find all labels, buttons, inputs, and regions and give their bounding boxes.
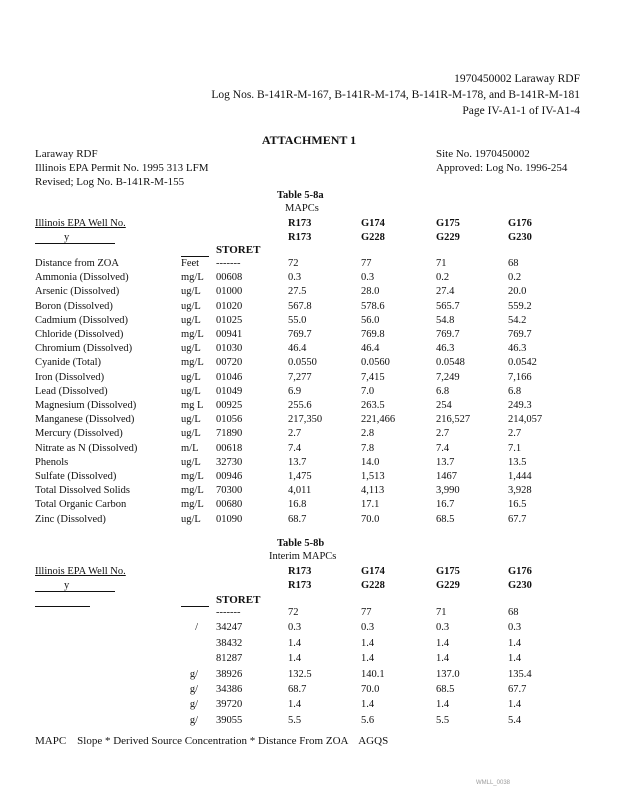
table-b-well-top-1: R173 [288,566,312,577]
row-value-2: 7,415 [361,371,385,383]
row-value-4: 5.4 [508,714,522,726]
row-value-1: 55.0 [288,314,307,326]
row-value-4: 7,166 [508,371,532,383]
row-value-2: 46.4 [361,343,380,355]
row-value-2: 769.8 [361,329,385,340]
row-unit: ug/L [181,371,201,383]
row-value-3: 71 [436,607,447,618]
row-unit: ug/L [181,343,201,355]
row-value-4: 0.3 [508,622,522,634]
row-unit: mg/L [181,499,204,511]
table-a-well-top-3: G175 [436,218,460,229]
row-unit: ug/L [181,414,201,426]
row-value-3: 0.2 [436,272,450,284]
approved-log: Approved: Log No. 1996-254 [436,162,568,174]
row-storet: ------- [216,258,241,269]
row-value-4: 3,928 [508,485,532,497]
row-value-2: 77 [361,258,372,269]
table-a-y-underline [35,243,115,244]
row-storet: 71890 [216,428,243,440]
row-name: Distance from ZOA [35,258,119,269]
table-a-well-top-4: G176 [508,218,532,229]
row-value-3: 46.3 [436,343,455,355]
row-storet: 01020 [216,300,243,312]
row-value-3: 7.4 [436,442,450,454]
row-value-4: 2.7 [508,428,522,440]
table-a-well-bottom-3: G229 [436,232,460,243]
table-b-y-underline [35,591,115,592]
row-value-4: 135.4 [508,668,532,680]
table-row [0,399,618,413]
row-storet: ------- [216,607,241,618]
table-b-well-bottom-1: R173 [288,580,312,591]
row-storet: 00618 [216,442,243,454]
row-unit: g/ [189,699,198,711]
table-b-well-bottom-2: G228 [361,580,385,591]
row-value-4: 7.1 [508,442,522,454]
row-name: Lead (Dissolved) [35,385,108,397]
row-value-1: 7.4 [288,442,302,454]
table-row [0,385,618,399]
row-unit: g/ [189,668,198,680]
table-row [0,498,618,512]
row-value-2: 1.4 [361,637,375,649]
row-value-3: 7,249 [436,371,460,383]
row-value-1: 4,011 [288,485,312,497]
row-name: Sulfate (Dissolved) [35,471,117,482]
row-value-4: 1.4 [508,699,522,711]
row-unit: ug/L [181,385,201,397]
table-b-well-bottom-3: G229 [436,580,460,591]
row-storet: 01056 [216,414,243,426]
row-value-1: 72 [288,258,299,269]
table-row [0,606,618,620]
row-value-1: 13.7 [288,456,307,468]
revised-log: Revised; Log No. B-141R-M-155 [35,176,185,188]
row-value-1: 1.4 [288,699,302,711]
row-value-2: 17.1 [361,499,380,511]
table-a-title: Table 5-8a [277,190,324,201]
table-b-well-top-3: G175 [436,566,460,577]
table-row [0,484,618,498]
header-log-numbers: Log Nos. B-141R-M-167, B-141R-M-174, B-141R-M-178, and B-141R-M-181 [211,89,580,101]
row-unit: g/ [189,714,198,726]
row-value-4: 249.3 [508,400,532,411]
row-value-3: 68.5 [436,513,455,525]
table-a-well-top-1: R173 [288,218,312,229]
row-storet: 34386 [216,684,243,695]
row-storet: 01049 [216,385,243,397]
row-unit: mg/L [181,329,204,340]
row-value-4: 20.0 [508,286,527,298]
table-row [0,637,618,651]
row-value-3: 13.7 [436,456,455,468]
row-value-2: 77 [361,607,372,618]
row-unit: ug/L [181,456,201,468]
row-unit: mg/L [181,357,204,369]
row-value-2: 1.4 [361,699,375,711]
row-value-3: 1.4 [436,699,450,711]
row-value-4: 54.2 [508,314,527,326]
row-storet: 00720 [216,357,243,369]
row-value-3: 5.5 [436,714,450,726]
row-value-3: 3,990 [436,485,460,497]
row-value-4: 16.5 [508,499,527,511]
row-storet: 01030 [216,343,243,355]
row-storet: 00941 [216,329,243,340]
table-row [0,714,618,728]
row-unit: ug/L [181,513,201,525]
row-value-2: 0.3 [361,272,375,284]
row-value-2: 70.0 [361,513,380,525]
table-row [0,668,618,682]
row-value-1: 5.5 [288,714,302,726]
row-name: Arsenic (Dissolved) [35,286,120,298]
row-value-3: 1.4 [436,653,450,665]
row-name: Chromium (Dissolved) [35,343,133,355]
row-value-4: 214,057 [508,414,543,426]
row-value-4: 0.2 [508,272,522,284]
header-page-number: Page IV-A1-1 of IV-A1-4 [462,105,580,117]
row-storet: 00608 [216,272,243,284]
row-unit: mg L [181,400,204,411]
row-unit: mg/L [181,272,204,284]
row-storet: 32730 [216,456,243,468]
row-unit: mg/L [181,485,204,497]
table-b-well-label: Illinois EPA Well No. [35,566,126,577]
row-unit: g/ [189,684,198,695]
row-value-4: 1.4 [508,637,522,649]
row-value-2: 263.5 [361,400,385,411]
table-a-well-label: Illinois EPA Well No. [35,218,126,229]
header-site-line: 1970450002 Laraway RDF [454,73,580,85]
row-value-4: 6.8 [508,385,522,397]
permit-number: Illinois EPA Permit No. 1995 313 LFM [35,162,209,174]
table-b-title: Table 5-8b [277,538,325,549]
row-value-1: 2.7 [288,428,302,440]
table-a-subtitle: MAPCs [285,203,319,214]
row-storet: 34247 [216,622,243,634]
row-value-1: 0.0550 [288,357,317,369]
row-value-1: 72 [288,607,299,618]
row-value-3: 54.8 [436,314,455,326]
row-value-3: 68.5 [436,684,455,695]
row-value-1: 68.7 [288,513,307,525]
table-a-well-bottom-4: G230 [508,232,532,243]
row-name: Mercury (Dissolved) [35,428,123,440]
row-value-4: 68 [508,607,519,618]
row-value-2: 7.8 [361,442,375,454]
table-row [0,683,618,697]
row-value-4: 1,444 [508,471,532,482]
row-name: Cadmium (Dissolved) [35,314,129,326]
row-value-1: 255.6 [288,400,312,411]
row-value-1: 46.4 [288,343,307,355]
row-value-4: 0.0542 [508,357,537,369]
row-value-1: 217,350 [288,414,323,426]
row-value-1: 0.3 [288,272,302,284]
row-value-1: 769.7 [288,329,312,340]
row-name: Nitrate as N (Dissolved) [35,442,138,454]
site-name: Laraway RDF [35,148,98,160]
row-value-3: 565.7 [436,300,460,312]
table-b-well-top-4: G176 [508,566,532,577]
row-storet: 01046 [216,371,243,383]
table-row [0,371,618,385]
row-name: Magnesium (Dissolved) [35,400,137,411]
table-a-well-bottom-2: G228 [361,232,385,243]
row-unit: mg/L [181,471,204,482]
row-value-2: 0.3 [361,622,375,634]
row-value-2: 5.6 [361,714,375,726]
table-row [0,427,618,441]
table-row [0,513,618,527]
row-value-1: 16.8 [288,499,307,511]
row-value-3: 0.0548 [436,357,465,369]
table-row [0,314,618,328]
row-storet: 00680 [216,499,243,511]
row-value-3: 1467 [436,471,457,482]
row-value-1: 7,277 [288,371,312,383]
row-value-1: 132.5 [288,668,312,680]
table-row [0,257,618,271]
row-name: Chloride (Dissolved) [35,329,124,340]
row-value-2: 7.0 [361,385,375,397]
row-value-1: 0.3 [288,622,302,634]
row-value-3: 0.3 [436,622,450,634]
row-name: Phenols [35,456,69,468]
attachment-title: ATTACHMENT 1 [261,133,357,147]
row-name: Cyanide (Total) [35,357,102,369]
row-storet: 00925 [216,400,243,411]
row-value-1: 1.4 [288,653,302,665]
table-row [0,621,618,635]
row-value-2: 2.8 [361,428,375,440]
row-storet: 38926 [216,668,243,680]
row-name: Total Organic Carbon [35,499,127,511]
row-value-3: 1.4 [436,637,450,649]
row-value-2: 0.0560 [361,357,390,369]
row-value-1: 6.9 [288,385,302,397]
row-unit: m/L [181,442,199,454]
row-unit: ug/L [181,314,201,326]
row-value-1: 1,475 [288,471,312,482]
row-value-2: 56.0 [361,314,380,326]
row-name: Iron (Dissolved) [35,371,105,383]
table-b-y-label: y [64,580,70,591]
row-value-1: 68.7 [288,684,307,695]
table-b-well-bottom-4: G230 [508,580,532,591]
row-value-2: 1,513 [361,471,385,482]
site-number: Site No. 1970450002 [436,148,530,160]
row-value-3: 216,527 [436,414,471,426]
row-storet: 00946 [216,471,243,482]
table-row [0,328,618,342]
table-row [0,356,618,370]
row-value-2: 14.0 [361,456,380,468]
row-value-4: 1.4 [508,653,522,665]
table-a-storet-label: STORET [216,244,261,256]
row-name: Ammonia (Dissolved) [35,272,129,284]
table-a-well-top-2: G174 [361,218,385,229]
row-unit: ug/L [181,286,201,298]
row-value-4: 67.7 [508,684,527,695]
table-row [0,652,618,666]
row-value-3: 71 [436,258,447,269]
row-value-2: 140.1 [361,668,385,680]
row-unit: ug/L [181,300,201,312]
row-value-3: 27.4 [436,286,455,298]
row-storet: 39055 [216,714,243,726]
row-value-2: 70.0 [361,684,380,695]
row-value-2: 1.4 [361,653,375,665]
row-value-2: 28.0 [361,286,380,298]
table-a-well-bottom-1: R173 [288,232,312,243]
table-row [0,342,618,356]
row-value-3: 2.7 [436,428,450,440]
row-value-2: 4,113 [361,485,385,497]
row-value-4: 769.7 [508,329,532,340]
row-storet: 70300 [216,485,243,497]
row-value-4: 13.5 [508,456,527,468]
row-unit: / [195,622,198,634]
row-value-4: 68 [508,258,519,269]
table-b-storet-label: STORET [216,594,261,606]
table-b-well-top-2: G174 [361,566,385,577]
table-row [0,470,618,484]
row-value-3: 6.8 [436,385,450,397]
table-row [0,285,618,299]
row-value-4: 46.3 [508,343,527,355]
row-name: Boron (Dissolved) [35,300,113,312]
table-row [0,300,618,314]
row-value-2: 221,466 [361,414,396,426]
table-row [0,442,618,456]
bates-stamp: WMLL_0038 [475,780,510,786]
row-name: Total Dissolved Solids [35,485,130,497]
row-value-1: 27.5 [288,286,307,298]
row-storet: 01090 [216,513,243,525]
row-storet: 81287 [216,653,243,665]
row-storet: 01000 [216,286,243,298]
row-value-4: 67.7 [508,513,527,525]
row-value-3: 16.7 [436,499,455,511]
table-b-subtitle: Interim MAPCs [269,551,337,562]
row-value-1: 567.8 [288,300,312,312]
table-row [0,271,618,285]
row-storet: 01025 [216,314,243,326]
row-value-2: 578.6 [361,300,385,312]
table-row [0,413,618,427]
row-value-4: 559.2 [508,300,532,312]
row-name: Zinc (Dissolved) [35,513,106,525]
row-value-3: 137.0 [436,668,460,680]
table-a-y-label: y [64,232,70,243]
row-unit: Feet [181,258,200,269]
row-unit: ug/L [181,428,201,440]
mapc-formula: MAPC Slope * Derived Source Concentration * Distance From ZOA AGQS [35,735,389,747]
row-storet: 39720 [216,699,243,711]
table-row [0,698,618,712]
row-value-3: 769.7 [436,329,460,340]
row-value-1: 1.4 [288,637,302,649]
table-row [0,456,618,470]
row-value-3: 254 [436,400,452,411]
row-storet: 38432 [216,637,243,649]
row-name: Manganese (Dissolved) [35,414,135,426]
